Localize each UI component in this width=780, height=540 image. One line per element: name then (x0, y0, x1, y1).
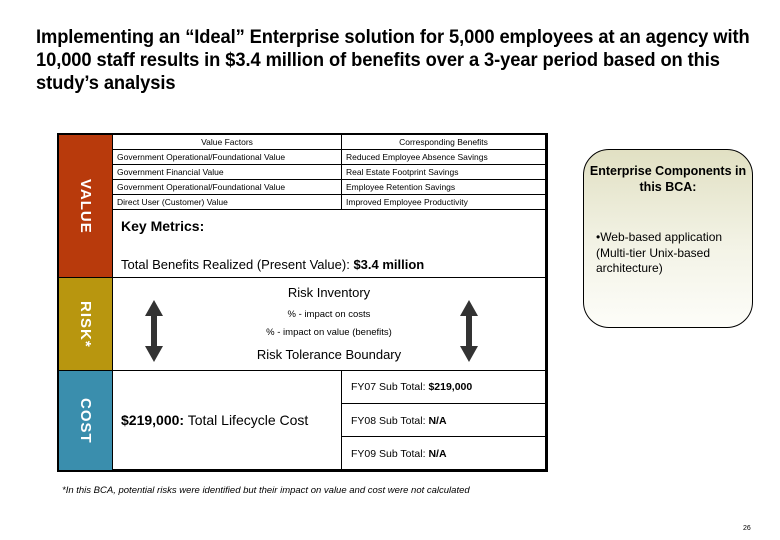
subtotal-value: $219,000 (428, 381, 473, 393)
subtotal-label: FY08 Sub Total: (351, 415, 429, 427)
double-arrow-icon (145, 300, 163, 362)
risk-band (59, 277, 113, 371)
total-benefits-value: $3.4 million (353, 257, 425, 272)
value-factors-table (113, 135, 545, 210)
table-row (113, 195, 545, 210)
total-lifecycle-cost-label: Total Lifecycle Cost (184, 412, 309, 428)
risk-band-label: RISK* (77, 301, 94, 348)
slide-title: Implementing an “Ideal” Enterprise solution for 5,000 employees at an agency with 10,000 staff results in $3.4 million of benefits over a 3-year period based on this study’s analysis (36, 26, 750, 94)
risk-impact-costs: % - impact on costs (287, 309, 371, 320)
value-factor-cell: Government Operational/Foundational Value (113, 180, 342, 195)
fy07-subtotal (351, 381, 472, 393)
column-header: Corresponding Benefits (342, 135, 546, 150)
risk-impact-value: % - impact on value (benefits) (266, 327, 392, 338)
value-factor-cell: Government Operational/Foundational Value (113, 150, 342, 165)
subtotal-label: FY09 Sub Total: (351, 448, 429, 460)
benefit-cell: Employee Retention Savings (342, 180, 546, 195)
page-number: 26 (743, 525, 751, 532)
fy08-subtotal (351, 415, 447, 427)
table-row (113, 180, 545, 195)
total-benefits (121, 257, 424, 272)
benefit-cell: Reduced Employee Absence Savings (342, 150, 546, 165)
benefit-cell: Real Estate Footprint Savings (342, 165, 546, 180)
divider (113, 370, 545, 371)
value-factor-cell: Direct User (Customer) Value (113, 195, 342, 210)
subtotal-label: FY07 Sub Total: (351, 381, 429, 393)
value-factor-cell: Government Financial Value (113, 165, 342, 180)
value-band-label: VALUE (77, 178, 94, 234)
key-metrics-heading: Key Metrics: (121, 218, 205, 234)
double-arrow-icon (460, 300, 478, 362)
subtotal-value: N/A (428, 448, 447, 460)
divider (113, 277, 545, 278)
enterprise-components-body: •Web-based application (Multi-tier Unix-based architecture) (596, 230, 723, 275)
table-row (113, 150, 545, 165)
column-header: Value Factors (113, 135, 342, 150)
cost-band-label: COST (77, 397, 94, 444)
table-header-row (113, 135, 545, 150)
divider (341, 436, 545, 437)
risk-tolerance-label: Risk Tolerance Boundary (256, 347, 402, 362)
risk-inventory-label: Risk Inventory (287, 285, 371, 300)
total-lifecycle-cost-value: $219,000: (121, 412, 185, 428)
bca-framework (57, 133, 548, 472)
total-lifecycle-cost (121, 412, 308, 428)
total-benefits-label: Total Benefits Realized (Present Value): (121, 257, 354, 272)
footnote: *In this BCA, potential risks were identified but their impact on value and cost were not calculated (62, 485, 470, 496)
subtotal-value: N/A (428, 415, 447, 427)
enterprise-components-box (583, 149, 753, 328)
fy09-subtotal (351, 448, 447, 460)
divider (341, 370, 342, 469)
benefit-cell: Improved Employee Productivity (342, 195, 546, 210)
table-row (113, 165, 545, 180)
divider (341, 403, 545, 404)
value-band (59, 135, 113, 277)
cost-band (59, 370, 113, 470)
enterprise-components-heading: Enterprise Components in this BCA: (589, 164, 747, 194)
